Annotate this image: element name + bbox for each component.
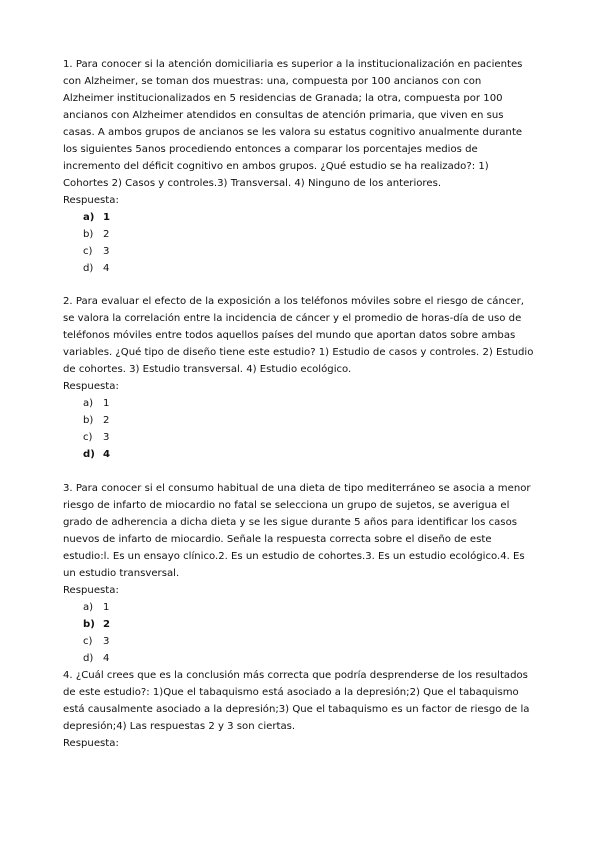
- question-3: [63, 480, 535, 667]
- response-label: Respuesta:: [63, 585, 119, 596]
- answer-options: [63, 395, 535, 463]
- answer-option-a[interactable]: a) 1: [83, 212, 111, 223]
- answer-option-b[interactable]: b) 2: [83, 619, 111, 630]
- answer-options: [63, 599, 535, 667]
- question-1: [63, 56, 535, 277]
- answer-option-d[interactable]: d) 4: [83, 449, 111, 460]
- answer-option-a[interactable]: a) 1: [83, 602, 110, 613]
- response-label: Respuesta:: [63, 195, 119, 206]
- answer-options: [63, 209, 535, 277]
- answer-option-d[interactable]: d) 4: [83, 263, 110, 274]
- question-text: 2. Para evaluar el efecto de la exposición a los teléfonos móviles sobre el riesgo de cáncer, se valora la correlación entre la incidencia de cáncer y el promedio de horas-día de uso de teléfonos móviles entre todos aquellos países del mundo que aportan datos sobre ambas variables. ¿Qué tipo de diseño tiene este estudio? 1) Estudio de casos y controles. 2) Estudio de cohortes. 3) Estudio transversal. 4) Estudio ecológico.: [63, 296, 534, 375]
- answer-option-b[interactable]: b) 2: [83, 415, 110, 426]
- question-2: [63, 293, 535, 463]
- response-label: Respuesta:: [63, 738, 119, 749]
- question-text: 4. ¿Cuál crees que es la conclusión más correcta que podría desprenderse de los resultados de este estudio?: 1)Que el tabaquismo está asociado a la depresión;2) Que el tabaquismo está causalmente asociado a la depresión;3) Que el tabaquismo es un factor de riesgo de la depresión;4) Las respuestas 2 y 3 son ciertas.: [63, 670, 530, 732]
- question-4: [63, 667, 535, 752]
- answer-option-a[interactable]: a) 1: [83, 398, 110, 409]
- answer-option-c[interactable]: c) 3: [83, 246, 110, 257]
- answer-option-d[interactable]: d) 4: [83, 653, 110, 664]
- question-text: 1. Para conocer si la atención domiciliaria es superior a la institucionalización en pacientes con Alzheimer, se toman dos muestras: una, compuesta por 100 ancianos con con Alzheimer institucionalizados en 5 residencias de Granada; la otra, compuesta por 100 ancianos con Alzheimer atendidos en consultas de atención primaria, que viven en sus casas. A ambos grupos de ancianos se les valora su estatus cognitivo anualmente durante los siguientes 5anos procediendo entonces a comparar los porcentajes medios de incremento del déficit cognitivo en ambos grupos. ¿Qué estudio se ha realizado?: 1) Cohortes 2) Casos y controles.3) Transversal. 4) Ninguno de los anteriores.: [63, 59, 523, 189]
- question-text: 3. Para conocer si el consumo habitual de una dieta de tipo mediterráneo se asocia a menor riesgo de infarto de miocardio no fatal se selecciona un grupo de sujetos, se averigua el grado de adherencia a dicha dieta y se les sigue durante 5 años para identificar los casos nuevos de infarto de miocardio. Señale la respuesta correcta sobre el diseño de este estudio:l. Es un ensayo clínico.2. Es un estudio de cohortes.3. Es un estudio ecológico.4. Es un estudio transversal.: [63, 483, 531, 579]
- answer-option-c[interactable]: c) 3: [83, 636, 110, 647]
- answer-option-b[interactable]: b) 2: [83, 229, 110, 240]
- answer-option-c[interactable]: c) 3: [83, 432, 110, 443]
- response-label: Respuesta:: [63, 381, 119, 392]
